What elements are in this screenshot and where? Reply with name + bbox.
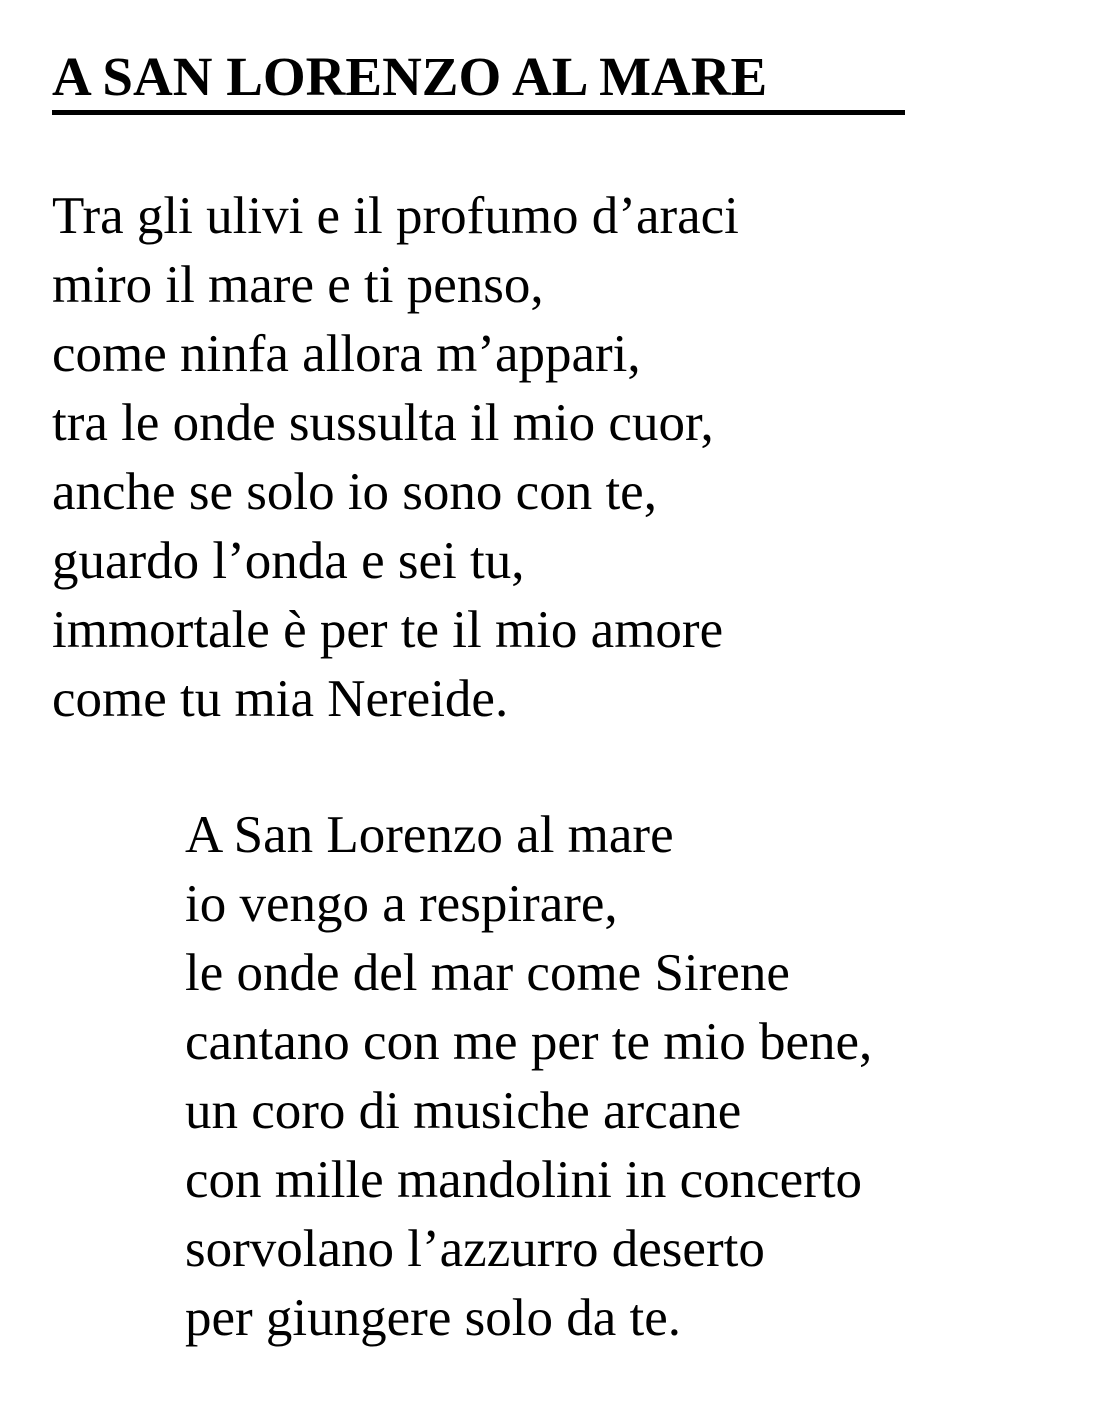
- verse-line: per giungere solo da te.: [185, 1289, 681, 1347]
- verse-line: come tu mia Nereide.: [52, 670, 509, 728]
- verse-line: A San Lorenzo al mare: [185, 806, 674, 864]
- stanza-2-refrain: [185, 801, 872, 1353]
- verse-line: le onde del mar come Sirene: [185, 944, 790, 1002]
- verse-line: con mille mandolini in concerto: [185, 1151, 863, 1209]
- verse-line: guardo l’onda e sei tu,: [52, 532, 525, 590]
- verse-line: miro il mare e ti penso,: [52, 256, 544, 314]
- verse-line: anche se solo io sono con te,: [52, 463, 657, 521]
- poem-title: A SAN LORENZO AL MARE: [52, 46, 768, 107]
- verse-line: un coro di musiche arcane: [185, 1082, 742, 1140]
- verse-line: cantano con me per te mio bene,: [185, 1013, 873, 1071]
- verse-line: come ninfa allora m’appari,: [52, 325, 641, 383]
- title-underline: [52, 110, 905, 115]
- verse-line: tra le onde sussulta il mio cuor,: [52, 394, 714, 452]
- verse-line: immortale è per te il mio amore: [52, 601, 724, 659]
- verse-line: sorvolano l’azzurro deserto: [185, 1220, 765, 1278]
- stanza-1: [52, 182, 739, 734]
- verse-line: io vengo a respirare,: [185, 875, 618, 933]
- verse-line: Tra gli ulivi e il profumo d’araci: [52, 187, 739, 245]
